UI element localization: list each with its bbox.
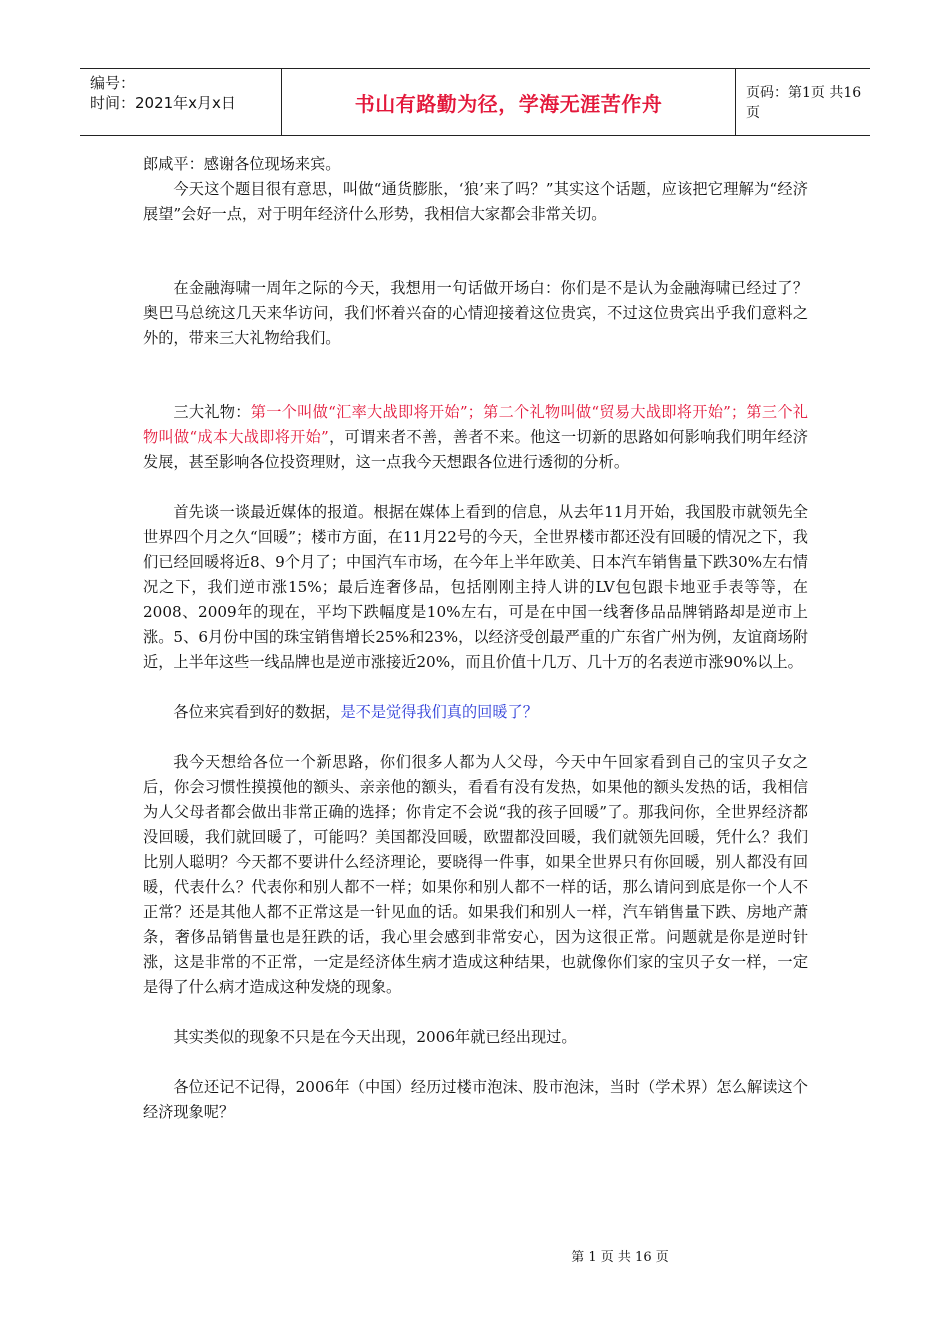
paragraph-2006-question: 各位还记不记得，2006年（中国）经历过楼市泡沫、股市泡沫，当时（学术界）怎么解读这个经济现象呢？ [143,1078,808,1121]
document-time-label: 时间：2021年x月x日 [90,94,236,112]
paragraph-question [143,700,808,725]
document-number-label: 编号： [90,74,136,92]
paragraph-new-idea: 我今天想给各位一个新思路，你们很多人都为人父母，今天中午回家看到自己的宝贝子女之后，你会习惯性摸摸他的额头、亲亲他的额头，看看有没有发热，如果他的额头发热的话，我相信为人父母者都会做出非常正确的选择；你肯定不会说“我的孩子回暖”了。那我问你，全世界经济都没回暖，我们就回暖了，可能吗？美国都没回暖，欧盟都没回暖，我们就领先回暖，凭什么？我们比别人聪明？今天都不要讲什么经济理论，要晓得一件事，如果全世界只有你回暖，别人都没有回暖，代表什么？代表你和别人都不一样；如果你和别人都不一样的话，那么请问到底是你一个人不正常？还是其他人都不正常这是一针见血的话。如果我们和别人一样，汽车销售量下跌、房地产萧条，奢侈品销售量也是狂跌的话，我心里会感到非常安心，因为这很正常。问题就是你是逆时针涨，这是非常的不正常，一定是经济体生病才造成这种结果，也就像你们家的宝贝子女一样，一定是得了什么病才造成这种发烧的现象。 [143,753,808,996]
paragraph-speaker-intro: 郎咸平：感谢各位现场来宾。 [143,155,341,173]
header-meta [80,69,281,135]
header-page-info-cell [736,69,870,135]
paragraph-topic: 今天这个题目很有意思，叫做“通货膨胀，‘狼’来了吗？”其实这个话题，应该把它理解为“经济展望”会好一点，对于明年经济什么形势，我相信大家都会非常关切。 [143,180,808,223]
document-body [143,152,808,1125]
paragraph-opening: 在金融海啸一周年之际的今天，我想用一句话做开场白：你们是不是认为金融海啸已经过了？奥巴马总统这几天来华访问，我们怀着兴奋的心情迎接着这位贵宾，不过这位贵宾出乎我们意料之外的，带来三大礼物给我们。 [143,279,808,347]
paragraph-media-reports: 首先谈一谈最近媒体的报道。根据在媒体上看到的信息，从去年11月开始，我国股市就领先全世界四个月之久“回暖”；楼市方面，在11月22号的今天，全世界楼市都还没有回暖的情况之下，我们已经回暖将近8、9个月了；中国汽车市场，在今年上半年欧美、日本汽车销售量下跌30%左右情况之下，我们逆市涨15%；最后连奢侈品，包括刚刚主持人讲的LV包包跟卡地亚手表等等，在2008、2009年的现在，平均下跌幅度是10%左右，可是在中国一线奢侈品品牌销路却是逆市上涨。5、6月份中国的珠宝销售增长25%和23%，以经济受创最严重的广东省广州为例，友谊商场附近，上半年这些一线品牌也是逆市涨接近20%，而且价值十几万、几十万的名表逆市涨90%以上。 [143,503,808,671]
header-motto: 书山有路勤为径，学海无涯苦作舟 [354,91,663,116]
footer-page-number: 第 1 页 共 16 页 [571,1250,669,1265]
three-gifts-highlight: 第一个叫做“汇率大战即将开始”；第二个礼物叫做“贸易大战即将开始”；第三个礼物叫做“成本大战即将开始” [143,403,808,446]
question-highlight: 是不是觉得我们真的回暖了？ [340,703,538,721]
header-motto-cell [281,69,736,135]
three-gifts-rest: ，可谓来者不善，善者不来。他这一切新的思路如何影响我们明年经济发展，甚至影响各位投资理财，这一点我今天想跟各位进行透彻的分析。 [143,428,808,471]
three-gifts-lead: 三大礼物： [173,403,251,421]
header-page-info: 页码：第1页 共16页 [746,85,862,121]
page-header [80,68,870,136]
paragraph-2006: 其实类似的现象不只是在今天出现，2006年就已经出现过。 [173,1028,577,1046]
paragraph-three-gifts [143,400,808,475]
question-lead: 各位来宾看到好的数据， [173,703,341,721]
page-footer [0,1246,950,1265]
